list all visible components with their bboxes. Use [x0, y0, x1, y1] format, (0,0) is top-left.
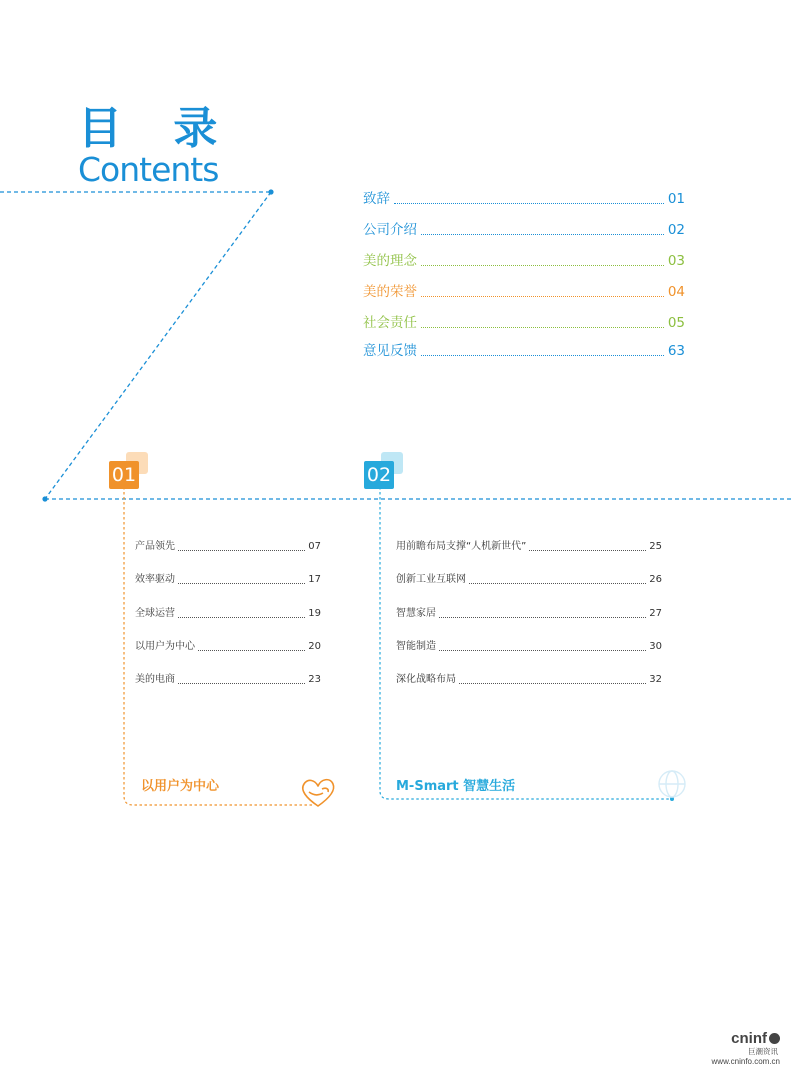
item-page: 27 — [649, 608, 662, 619]
item-page: 26 — [649, 574, 662, 585]
item-label: 创新工业互联网 — [396, 574, 466, 585]
line-dot-top — [268, 189, 273, 194]
dot-leader — [178, 683, 305, 684]
dot-leader — [394, 203, 664, 204]
toc-label: 意见反馈 — [363, 343, 417, 359]
toc-entry-6[interactable] — [363, 338, 685, 360]
item-page: 19 — [308, 608, 321, 619]
dot-leader — [529, 550, 646, 551]
item-page: 25 — [649, 541, 662, 552]
diagonal-dashed-line — [45, 192, 271, 499]
dot-leader — [439, 617, 646, 618]
section1-item-1[interactable] — [135, 538, 321, 554]
page-title-en: Contents — [78, 150, 219, 189]
dot-leader — [439, 650, 646, 651]
toc-entry-1[interactable] — [363, 186, 685, 208]
section1-footer-title: 以用户为中心 — [141, 779, 220, 794]
item-page: 32 — [649, 674, 662, 685]
globe-icon — [659, 771, 685, 797]
section1-item-3[interactable] — [135, 605, 321, 621]
toc-page: 02 — [667, 222, 685, 238]
section2-number: 02 — [364, 461, 394, 489]
toc-label: 致辞 — [363, 191, 390, 207]
item-page: 17 — [308, 574, 321, 585]
cninfo-logo — [700, 1031, 780, 1067]
item-page: 07 — [308, 541, 321, 552]
toc-page: 04 — [667, 284, 685, 300]
item-label: 效率驱动 — [135, 574, 175, 585]
line-dot-bottom — [42, 496, 47, 501]
dot-leader — [421, 327, 664, 328]
section1-number: 01 — [109, 461, 139, 489]
item-label: 用前瞻布局支撑“人机新世代” — [396, 541, 527, 552]
toc-page: 05 — [667, 315, 685, 331]
heart-hands-icon — [303, 780, 334, 806]
dot-leader — [178, 617, 305, 618]
item-label: 智能制造 — [396, 641, 436, 652]
section1-item-4[interactable] — [135, 638, 321, 654]
item-label: 产品领先 — [135, 541, 175, 552]
logo-url: www.cninfo.com.cn — [711, 1057, 780, 1066]
toc-entry-5[interactable] — [363, 310, 685, 332]
item-label: 智慧家居 — [396, 608, 436, 619]
dot-leader — [421, 234, 664, 235]
toc-entry-3[interactable] — [363, 248, 685, 270]
dot-leader — [421, 296, 664, 297]
toc-label: 社会责任 — [363, 315, 417, 331]
dot-leader — [421, 265, 664, 266]
toc-label: 公司介绍 — [363, 222, 417, 238]
dot-leader — [178, 550, 305, 551]
section2-item-3[interactable] — [396, 605, 662, 621]
section1-item-2[interactable] — [135, 571, 321, 587]
section2-item-4[interactable] — [396, 638, 662, 654]
toc-page: 03 — [667, 253, 685, 269]
toc-label: 美的理念 — [363, 253, 417, 269]
item-page: 20 — [308, 641, 321, 652]
dot-leader — [469, 583, 646, 584]
logo-cn-text: 巨潮资讯 — [748, 1047, 778, 1056]
toc-page: 01 — [667, 191, 685, 207]
logo-wordmark: cninf — [700, 1031, 780, 1047]
section2-item-2[interactable] — [396, 571, 662, 587]
item-page: 23 — [308, 674, 321, 685]
toc-entry-4[interactable] — [363, 279, 685, 301]
page-title-cn: 目 录 — [78, 103, 236, 154]
section2-footer-title: M-Smart 智慧生活 — [396, 779, 516, 794]
logo-swirl-icon — [769, 1033, 780, 1044]
item-label: 美的电商 — [135, 674, 175, 685]
dot-leader — [459, 683, 646, 684]
toc-label: 美的荣誉 — [363, 284, 417, 300]
dot-leader — [198, 650, 305, 651]
dot-leader — [178, 583, 305, 584]
item-label: 以用户为中心 — [135, 641, 195, 652]
toc-entry-2[interactable] — [363, 217, 685, 239]
toc-page: 63 — [667, 343, 685, 359]
section2-item-5[interactable] — [396, 671, 662, 687]
dot-leader — [421, 355, 664, 356]
item-label: 深化战略布局 — [396, 674, 456, 685]
item-label: 全球运营 — [135, 608, 175, 619]
section1-item-5[interactable] — [135, 671, 321, 687]
item-page: 30 — [649, 641, 662, 652]
section2-item-1[interactable] — [396, 538, 662, 554]
